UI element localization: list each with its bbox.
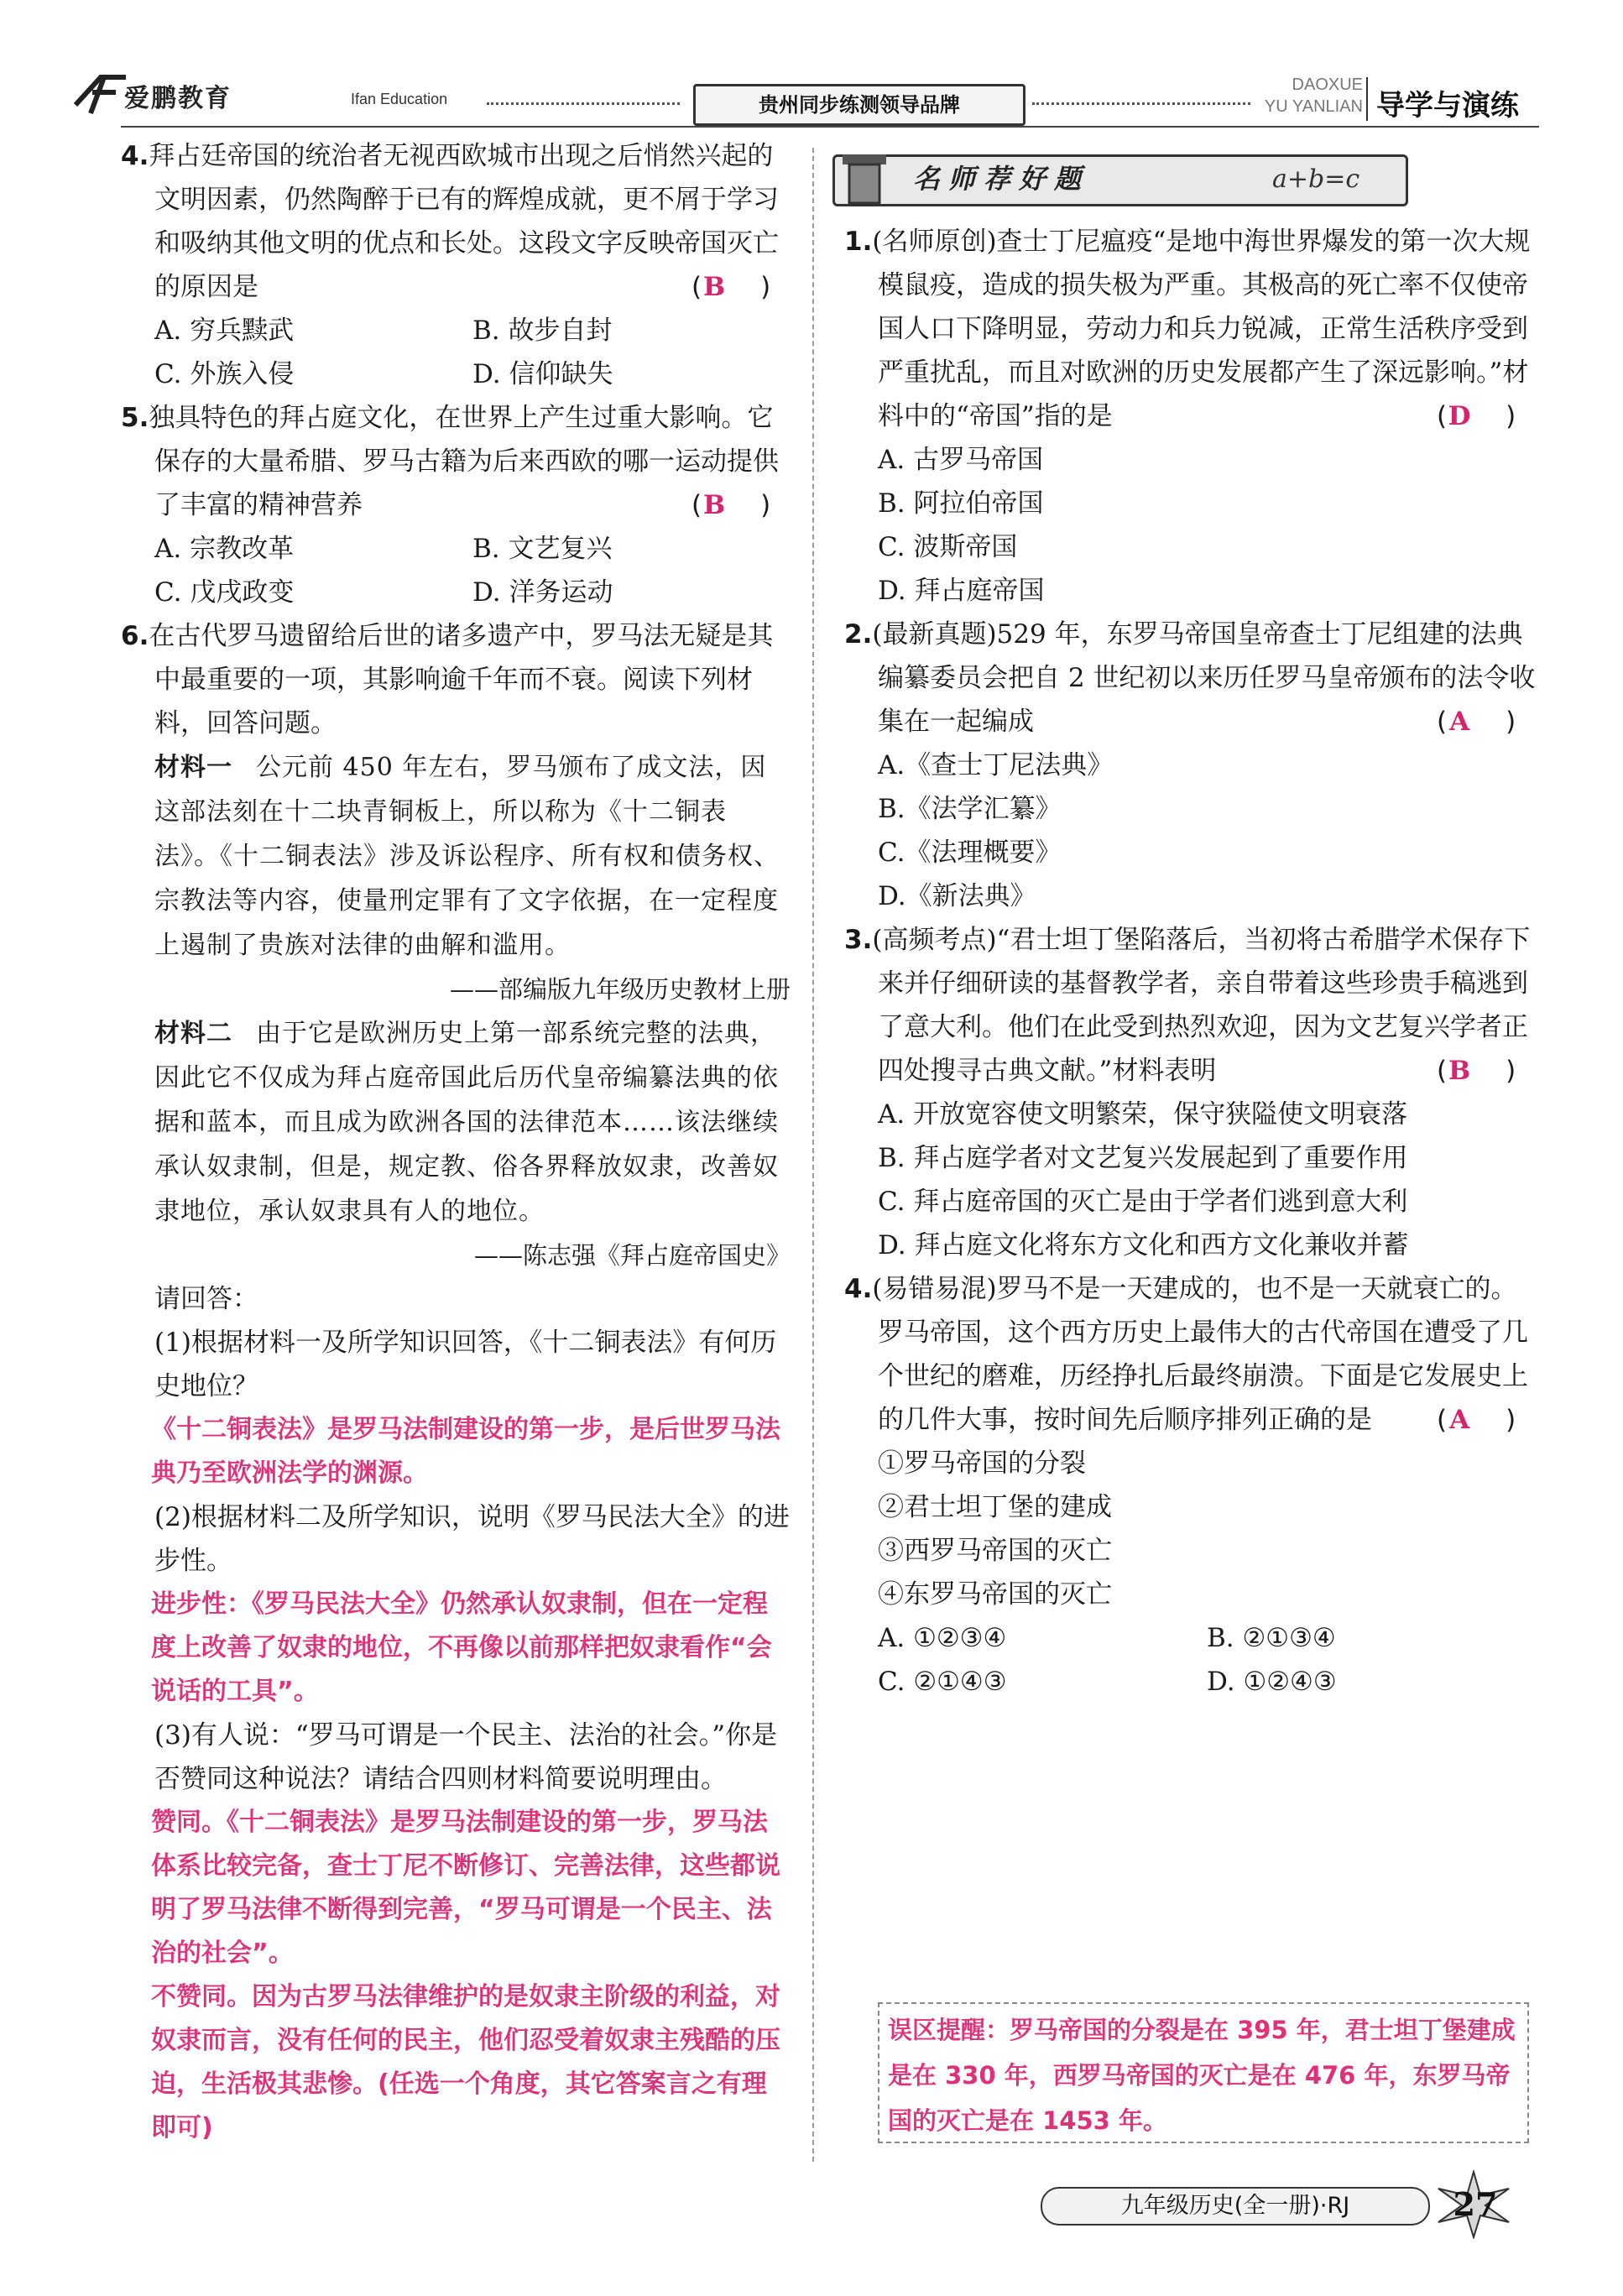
logo-english: Ifan Education <box>351 91 448 107</box>
sub-question-3: (3)有人说：“罗马可谓是一个民主、法治的社会。”你是否赞同这种说法？请结合四则材料简要说明理由。 <box>154 1720 778 1794</box>
options: A. ①②③④ B. ②①③④ C. ②①④③ D. ①②④③ <box>878 1623 1337 1697</box>
grade-label: 九年级历史(全一册)·RJ <box>1041 2187 1430 2226</box>
answer-bracket: (D ) <box>1437 401 1516 431</box>
right-question-2: 2.(最新真题)529 年，东罗马帝国皇帝查士丁尼组建的法典编纂委员会把自 2 世纪初以来历任罗马皇帝颁布的法令收集在一起编成 (A ) A.《查士丁尼法典》 B.《法学汇纂》 C.《法理概要》 D.《新法典》 <box>844 619 1536 911</box>
right-question-3: 3.(高频考点)“君士坦丁堡陷落后，当初将古希腊学术保存下来并仔细研读的基督教学者，亲自带着这些珍贵手稿逃到了意大利。他们在此受到热烈欢迎，因为文艺复兴学者正四处搜寻古典文献。”材料表明 (B ) A. 开放宽容使文明繁荣，保守狭隘使文明衰落 B. 拜占庭学者对文艺复兴发展起到了重要作用 C. 拜占庭帝国的灭亡是由于学者们逃到意大利 D. 拜占庭文化将东方文化和西方文化兼收并蓄 <box>844 925 1531 1260</box>
sub-question-2: (2)根据材料二及所学知识，说明《罗马民法大全》的进步性。 <box>154 1502 790 1576</box>
answer-3-disagree: 不赞同。因为古罗马法律维护的是奴隶主阶级的利益，对奴隶而言，没有任何的民主，他们忍受着奴隶主残酷的压迫，生活极其悲惨。(任选一个角度，其它答案言之有理即可) <box>151 1982 780 2142</box>
question-5: 5.独具特色的拜占庭文化，在世界上产生过重大影响。它保存的大量希腊、罗马古籍为后来西欧的哪一运动提供了丰富的精神营养 (B ) A. 宗教改革 B. 文艺复兴 C. 戊戌政变 D. 洋务运动 <box>121 396 791 614</box>
book-title: 导学与演练 <box>1376 89 1519 123</box>
sub-question-1: (1)根据材料一及所学知识回答，《十二铜表法》有何历史地位？ <box>154 1328 777 1401</box>
ask-label: 请回答： <box>154 1284 258 1314</box>
answer-3-agree: 赞同。《十二铜表法》是罗马法制建设的第一步，罗马法体系比较完备，查士丁尼不断修订、完善法律，这些都说明了罗马法律不断得到完善，“罗马可谓是一个民主、法治的社会”。 <box>151 1808 780 1968</box>
page-number: 27 <box>1453 2185 1498 2223</box>
answer-1: 《十二铜表法》是罗马法制建设的第一步，是后世罗马法典乃至欧洲法学的渊源。 <box>151 1415 780 1488</box>
answer-bracket: (B ) <box>691 490 771 520</box>
page-header <box>0 0 1623 134</box>
answer-bracket: (B ) <box>691 272 771 302</box>
answer-bracket: (A ) <box>1437 707 1516 737</box>
mistake-tip-box: 误区提醒：罗马帝国的分裂是在 395 年，君士坦丁堡建成是在 330 年，西罗马帝国的灭亡是在 476 年，东罗马帝国的灭亡是在 1453 年。 <box>878 2002 1529 2143</box>
podium-icon <box>834 148 895 208</box>
right-column <box>844 220 1536 1704</box>
page-footer <box>1041 2170 1511 2237</box>
question-4: 4.拜占廷帝国的统治者无视西欧城市出现之后悄然兴起的文明因素，仍然陶醉于已有的辉煌成就，更不屑于学习和吸纳其他文明的优点和长处。这段文字反映帝国灭亡的原因是 (B ) A. 穷兵黩武 B. 故步自封 C. 外族入侵 D. 信仰缺失 <box>121 134 791 396</box>
logo-text: 爱鹏教育 <box>124 84 232 113</box>
right-question-1: 1.(名师原创)查士丁尼瘟疫“是地中海世界爆发的第一次大规模鼠疫，造成的损失极为严重。其极高的死亡率不仅使帝国人口下降明显，劳动力和兵力锐减，正常生活秩序受到严重扰乱，而且对欧洲的历史发展都产生了深远影响。”材料中的“帝国”指的是 (D ) A. 古罗马帝国 B. 阿拉伯帝国 C. 波斯帝国 D. 拜占庭帝国 <box>844 227 1531 606</box>
banner-formula: a+b=c <box>1272 164 1360 194</box>
banner-title: 名师荐好题 <box>913 163 1090 195</box>
material-2: 材料二 由于它是欧洲历史上第一部系统完整的法典，因此它不仅成为拜占庭帝国此后历代皇帝编纂法典的依据和蓝本，而且成为欧洲各国的法律范本……该法继续承认奴隶制，但是，规定教、俗各界释放奴隶，改善奴隶地位，承认奴隶具有人的地位。 <box>154 1019 779 1226</box>
question-6: 6.在古代罗马遗留给后世的诸多遗产中，罗马法无疑是其中最重要的一项，其影响逾千年而不衰。阅读下列材料，回答问题。 材料一 公元前 450 年左右，罗马颁布了成文法，因这部法刻在十二块青铜板上，所以称为《十二铜表法》。《十二铜表法》涉及诉讼程序、所有权和债务权、宗教法等内容，使量刑定罪有了文字依据，在一定程度上遏制了贵族对法律的曲解和滥用。 ——部编版九年级历史教材上册 材料二 由于它是欧洲历史上第一部系统完整的法典，因此它不仅成为拜占庭帝国此后历代皇帝编纂法典的依据和蓝本，而且成为欧洲各国的法律范本……该法继续承认奴隶制，但是，规定教、俗各界释放奴隶，改善奴隶地位，承认奴隶具有人的地位。 ——陈志强《拜占庭帝国史》 请回答： (1)根据材料一及所学知识回答，《十二铜表法》有何历史地位？ 《十二铜表法》是罗马法制建设的第一步，是后世罗马法典乃至欧洲法学的渊源。 (2)根据材料二及所学知识，说明《罗马民法大全》的进步性。 进步性：《罗马民法大全》仍然承认奴隶制，但在一定程度上改善了奴隶的地位，不再像以前那样把奴隶看作“会说话的工具”。 (3)有人说：“罗马可谓是一个民主、法治的社会。”你是否赞同这种说法？请结合四则材料简要说明理由。 赞同。《十二铜表法》是罗马法制建设的第一步，罗马法体系比较完备，查士丁尼不断修订、完善法律，这些都说明了罗马法律不断得到完善，“罗马可谓是一个民主、法治的社会”。 不赞同。因为古罗马法律维护的是奴隶主阶级的利益，对奴隶而言，没有任何的民主，他们忍受着奴隶主残酷的压迫，生活极其悲惨。(任选一个角度，其它答案言之有理即可) <box>121 614 791 2150</box>
options: A. 穷兵黩武 B. 故步自封 C. 外族入侵 D. 信仰缺失 <box>154 316 613 389</box>
answer-bracket: (A ) <box>1437 1405 1516 1435</box>
answer-2: 进步性：《罗马民法大全》仍然承认奴隶制，但在一定程度上改善了奴隶的地位，不再像以前那样把奴隶看作“会说话的工具”。 <box>151 1589 772 1706</box>
column-divider <box>812 148 814 2162</box>
material-1: 材料一 公元前 450 年左右，罗马颁布了成文法，因这部法刻在十二块青铜板上，所以称为《十二铜表法》。《十二铜表法》涉及诉讼程序、所有权和债务权、宗教法等内容，使量刑定罪有了文字依据，在一定程度上遏制了贵族对法律的曲解和滥用。 <box>154 753 780 960</box>
answer-bracket: (B ) <box>1437 1056 1516 1086</box>
brand-badge: 贵州同步练测领导品牌 <box>693 84 1025 126</box>
title-pinyin: DAOXUE YU YANLIAN <box>1264 76 1363 116</box>
material-1-source: ——部编版九年级历史教材上册 <box>449 975 791 1004</box>
options: A. 宗教改革 B. 文艺复兴 C. 戊戌政变 D. 洋务运动 <box>154 534 613 608</box>
section-banner <box>832 148 1437 211</box>
left-column <box>121 134 791 2150</box>
right-question-4: 4.(易错易混)罗马不是一天建成的，也不是一天就衰亡的。罗马帝国，这个西方历史上最伟大的古代帝国在遭受了几个世纪的磨难，历经挣扎后最终崩溃。下面是它发展史上的几件大事，按时间先后顺序排列正确的是 (A ) ①罗马帝国的分裂 ②君士坦丁堡的建成 ③西罗马帝国的灭亡 ④东罗马帝国的灭亡 A. ①②③④ B. ②①③④ C. ②①④③ D. ①②④③ <box>844 1267 1536 1704</box>
material-2-source: ——陈志强《拜占庭帝国史》 <box>473 1241 791 1270</box>
